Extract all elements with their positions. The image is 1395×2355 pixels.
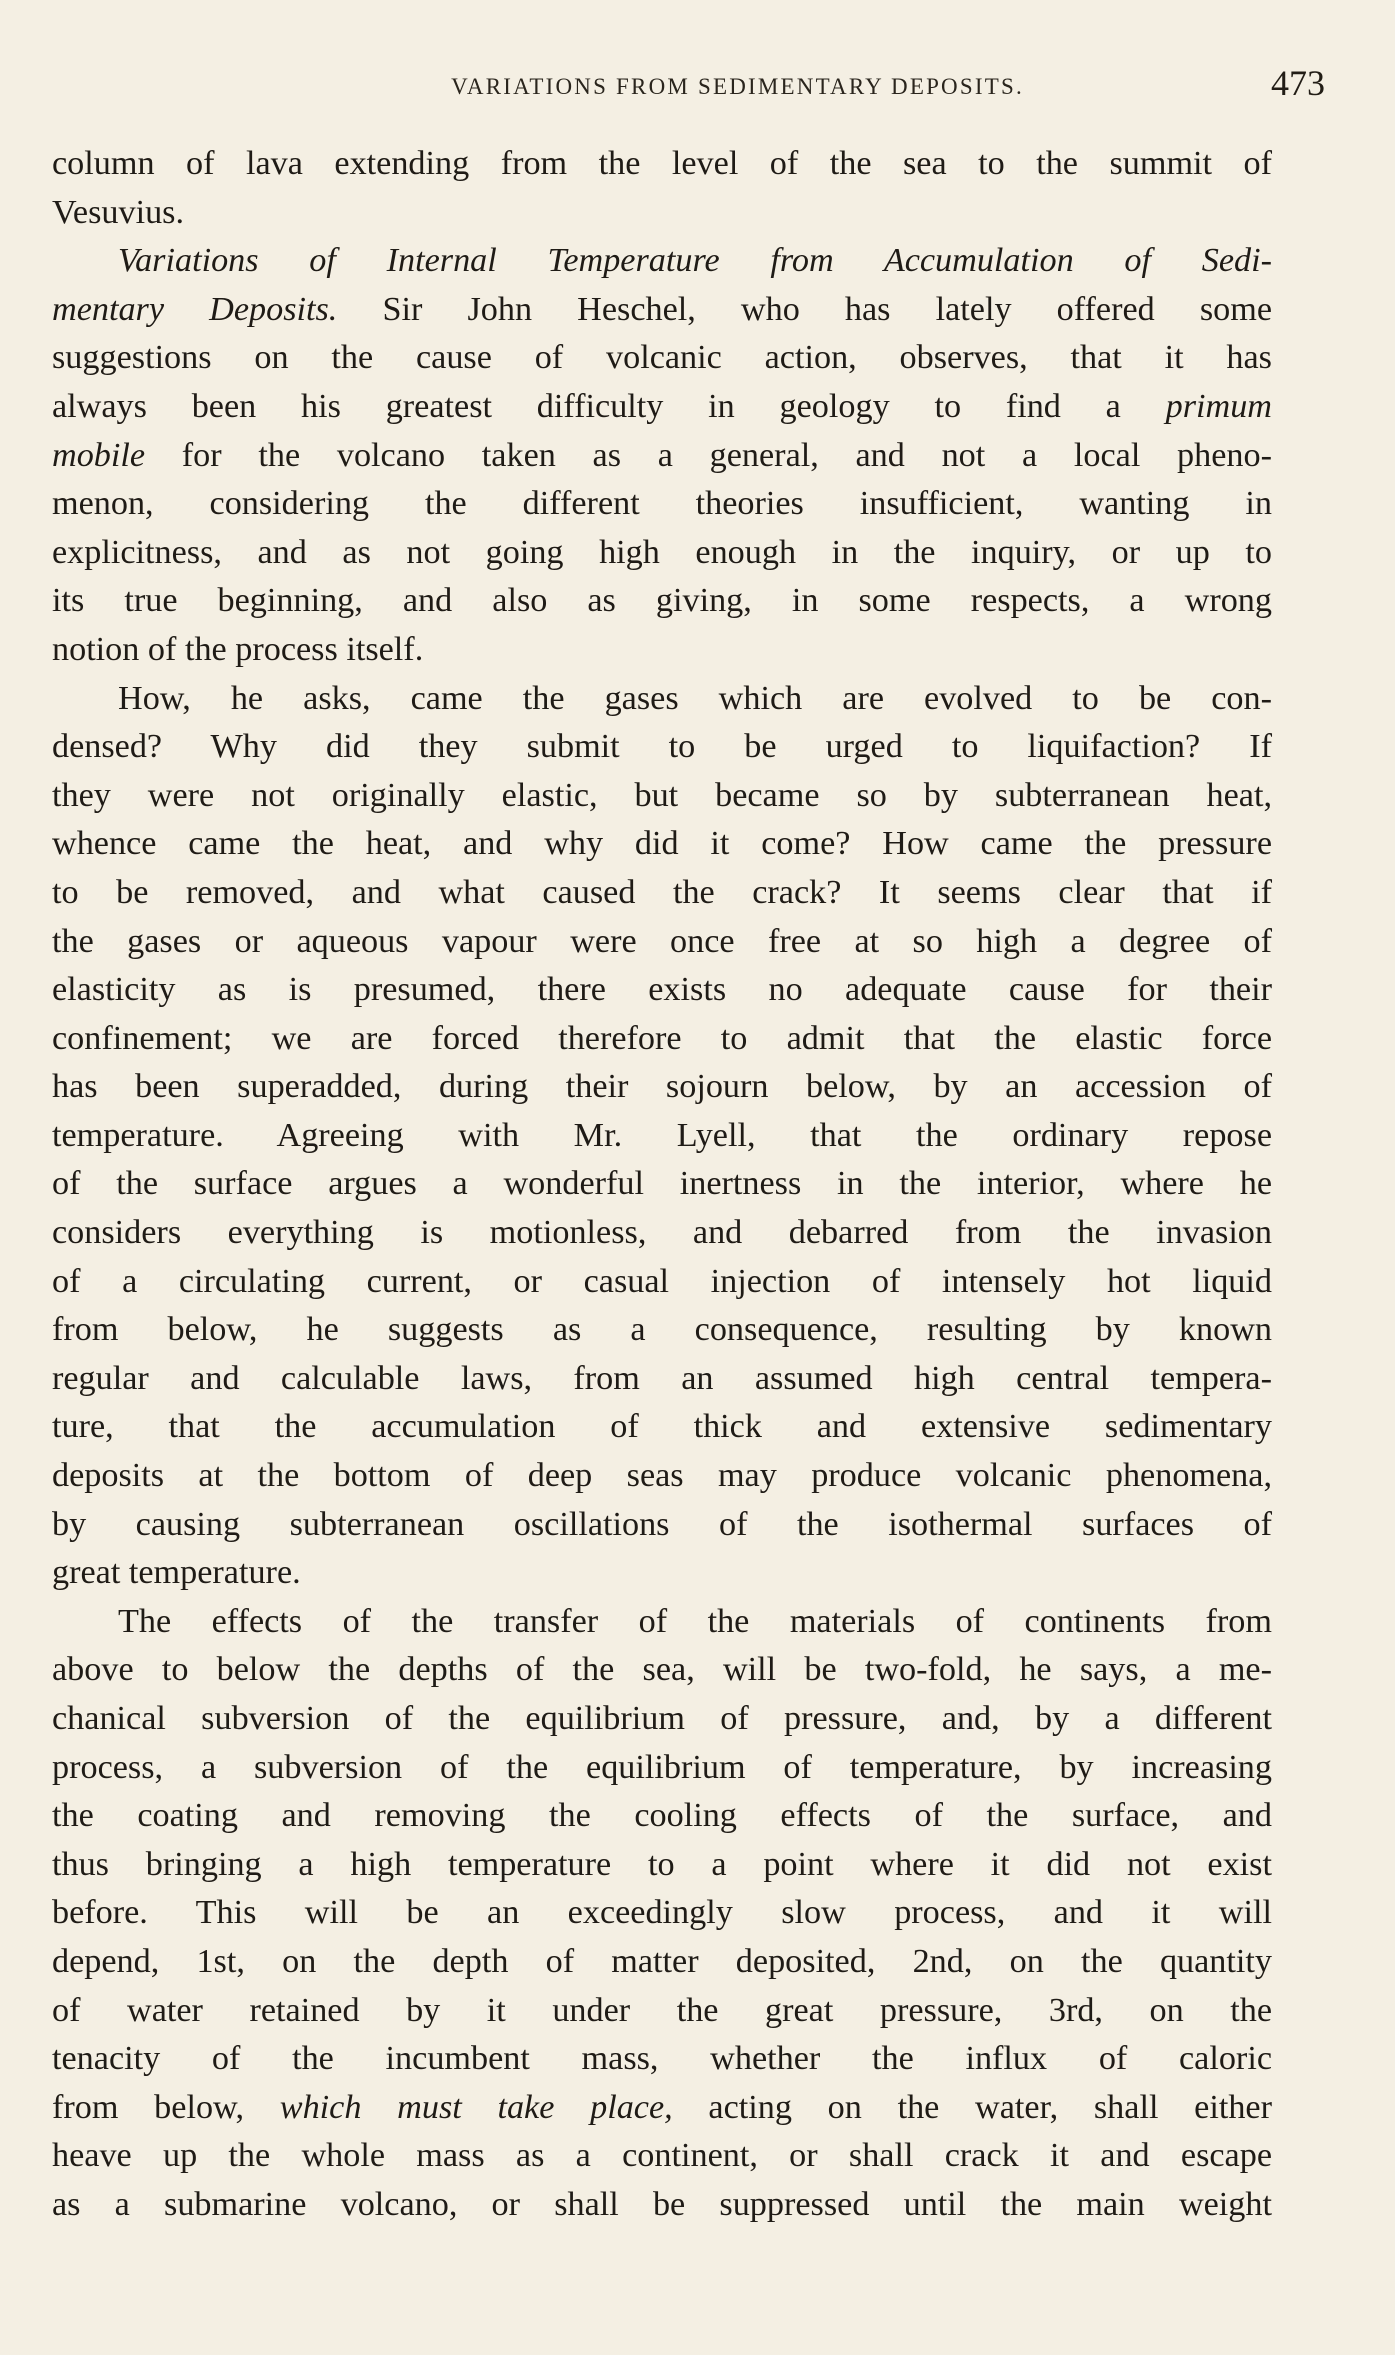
paragraph [52,140,1272,237]
text-line [52,1501,1272,1550]
line-text: chanical subversion of the equilibrium of pressure, and, by a different [52,1700,1272,1737]
text-line [52,1063,1272,1112]
line-text: suggestions on the cause of volcanic action, observes, that it has [52,339,1272,377]
line-text: the coating and removing the cooling effects of the surface, and [52,1797,1272,1835]
text-line [52,1209,1272,1258]
line-text: densed? Why did they submit to be urged to liquifaction? If [52,728,1272,766]
line-text: How, he asks, came the gases which are evolved to be con- [118,679,1272,717]
line-text: temperature. Agreeing with Mr. Lyell, that the ordinary repose [52,1116,1272,1154]
text-line [52,1452,1272,1501]
line-text: has been superadded, during their sojourn below, by an accession of [52,1068,1272,1106]
text-line [52,189,1272,238]
text-line [52,1987,1272,2036]
text-line [52,1646,1272,1695]
text-line [52,383,1272,432]
italic-text: primum [1165,387,1272,425]
text-line [52,334,1272,383]
line-text: by causing subterranean oscillations of the isothermal surfaces of [52,1505,1272,1543]
line-text: they were not originally elastic, but became so by subterranean heat, [52,776,1272,814]
italic-text: which must take place, [279,2088,673,2126]
line-text: heave up the whole mass as a continent, or shall crack it and escape [52,2137,1272,2175]
line-text: considers everything is motionless, and debarred from the invasion [52,1214,1272,1252]
line-text: always been his greatest difficulty in geology to find a [52,387,1121,425]
text-line [52,2084,1272,2133]
text-line [52,1695,1272,1744]
line-text: thus bringing a high temperature to a point where it did not exist [52,1845,1272,1883]
text-line [52,1938,1272,1987]
text-line [52,918,1272,967]
line-text: explicitness, and as not going high enough in the inquiry, or up to [52,533,1272,571]
line-text: regular and calculable laws, from an assumed high central tempera- [52,1359,1272,1397]
line-text: for the volcano taken as a general, and not a local pheno- [145,436,1272,474]
text-line [52,286,1272,335]
italic-text: Variations of Internal Temperature from Accumulation of Sedi- [118,242,1272,280]
line-text: confinement; we are forced therefore to admit that the elastic force [52,1019,1272,1057]
text-line [52,1549,1272,1598]
text-line [52,1792,1272,1841]
page-number: 473 [1271,63,1325,103]
running-header [70,62,1325,106]
line-text: of water retained by it under the great pressure, 3rd, on the [52,1991,1272,2029]
line-text: column of lava extending from the level of the sea to the summit of [52,145,1272,182]
line-text: notion of the process itself. [52,630,424,668]
text-line [52,1744,1272,1793]
text-line [52,626,1272,675]
line-text: its true beginning, and also as giving, in some respects, a wrong [52,582,1272,620]
text-line [52,2035,1272,2084]
text-line [52,1258,1272,1307]
text-line [52,1112,1272,1161]
line-text: Vesuvius. [52,193,185,231]
line-text: to be removed, and what caused the crack? It seems clear that if [52,873,1272,911]
text-line [52,432,1272,481]
line-text: tenacity of the incumbent mass, whether the influx of caloric [52,2040,1272,2078]
text-line [52,1598,1272,1647]
text-line [52,675,1272,724]
text-line [52,966,1272,1015]
running-title: VARIATIONS FROM SEDIMENTARY DEPOSITS. [451,74,1024,99]
line-text: menon, considering the different theories insufficient, wanting in [52,485,1272,523]
italic-text: mobile [52,436,146,474]
text-line [52,529,1272,578]
line-text: The effects of the transfer of the materials of continents from [118,1602,1272,1640]
line-text: as a submarine volcano, or shall be suppressed until the main weight [52,2185,1272,2223]
line-text: process, a subversion of the equilibrium of temperature, by increasing [52,1748,1272,1786]
text-line [52,723,1272,772]
line-text: deposits at the bottom of deep seas may produce volcanic phenomena, [52,1457,1272,1495]
line-text: from below, [52,2088,245,2126]
line-text: great temperature. [52,1554,301,1592]
italic-text: mentary Deposits. [52,290,338,328]
line-text: of the surface argues a wonderful inertness in the interior, where he [52,1165,1272,1203]
text-line [52,2132,1272,2181]
line-text: from below, he suggests as a consequence, resulting by known [52,1311,1272,1349]
line-text: above to below the depths of the sea, will be two-fold, he says, a me- [52,1651,1272,1689]
line-text: Sir John Heschel, who has lately offered some [337,290,1272,328]
text-line [52,480,1272,529]
text-line [52,1306,1272,1355]
line-text: elasticity as is presumed, there exists no adequate cause for their [52,971,1272,1009]
text-line [52,1160,1272,1209]
line-text: depend, 1st, on the depth of matter deposited, 2nd, on the quantity [52,1942,1272,1980]
paragraph [52,237,1272,674]
text-line [52,1403,1272,1452]
text-line [52,140,1272,189]
text-line [52,1889,1272,1938]
text-line [52,772,1272,821]
text-line [52,2181,1272,2230]
line-text: of a circulating current, or casual injection of intensely hot liquid [52,1262,1272,1300]
line-text: whence came the heat, and why did it come? How came the pressure [52,825,1272,863]
text-line [52,577,1272,626]
text-line [52,1015,1272,1064]
text-line [52,869,1272,918]
line-text: the gases or aqueous vapour were once free at so high a degree of [52,922,1272,960]
text-line [52,1355,1272,1404]
text-line [52,237,1272,286]
text-line [52,820,1272,869]
paragraph [52,1598,1272,2230]
paragraph [52,675,1272,1598]
line-text: acting on the water, shall either [672,2088,1272,2126]
body-text [52,140,1272,2230]
text-line [52,1841,1272,1890]
line-text: before. This will be an exceedingly slow process, and it will [52,1894,1272,1932]
line-text: ture, that the accumulation of thick and extensive sedimentary [52,1408,1272,1446]
